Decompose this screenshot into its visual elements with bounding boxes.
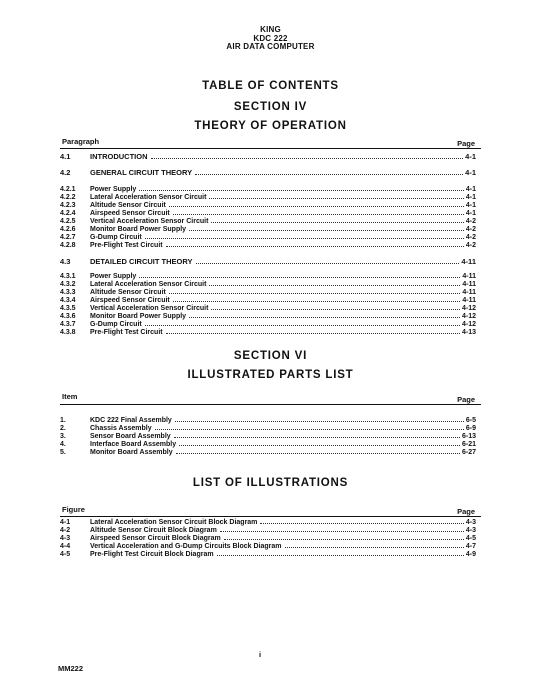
toc-entry[interactable] — [60, 202, 476, 210]
toc-entry[interactable] — [60, 152, 476, 161]
leader-dots — [151, 158, 464, 159]
toc-entry-num: 4.2.8 — [60, 242, 76, 249]
toc-entry[interactable] — [60, 226, 476, 234]
toc-entry-num: 4.1 — [60, 152, 71, 161]
toc-entry-page: 4-1 — [465, 194, 476, 201]
section6-col-page: Page — [457, 395, 475, 404]
leader-dots — [169, 293, 461, 294]
page-number: i — [259, 650, 262, 659]
leader-dots — [189, 317, 460, 318]
toc-entry-page: 4-1 — [465, 152, 476, 161]
leader-dots — [166, 333, 460, 334]
toc-entry-num: 4.2.7 — [60, 234, 76, 241]
toc-entry[interactable] — [60, 281, 476, 289]
toc-entry-text: Vertical Acceleration Sensor Circuit — [90, 305, 209, 312]
illustrations-col-figure: Figure — [62, 505, 85, 514]
toc-entry[interactable] — [60, 168, 476, 177]
leader-dots — [174, 437, 460, 438]
figure-entry-page: 4-3 — [465, 519, 476, 526]
leader-dots — [196, 263, 460, 264]
leader-dots — [285, 547, 464, 548]
section6-title: SECTION VI — [233, 350, 308, 362]
leader-dots — [139, 190, 464, 191]
parts-entry-num: 2. — [60, 425, 66, 432]
header-model: KDC 222 — [253, 33, 288, 43]
toc-entry-num: 4.3.3 — [60, 289, 76, 296]
figure-entry-num: 4-4 — [60, 543, 71, 550]
toc-entry-page: 4-11 — [462, 281, 476, 288]
toc-entry-text: Airspeed Sensor Circuit — [90, 210, 170, 217]
figure-entry-page: 4-3 — [465, 527, 476, 534]
toc-entry[interactable] — [60, 305, 476, 313]
section4-rule — [60, 148, 481, 149]
leader-dots — [195, 174, 463, 175]
section4-subtitle: THEORY OF OPERATION — [194, 120, 347, 132]
leader-dots — [211, 222, 463, 223]
figure-entry-page: 4-5 — [465, 535, 476, 542]
parts-entry-num: 1. — [60, 417, 66, 424]
toc-entry-text: Pre-Flight Test Circuit — [90, 329, 163, 336]
parts-entry-text: Chassis Assembly — [90, 425, 152, 432]
document-header — [0, 26, 541, 52]
figure-entry-num: 4-5 — [60, 551, 71, 558]
toc-entry[interactable] — [60, 210, 476, 218]
leader-dots — [179, 445, 460, 446]
section6-col-item: Item — [62, 392, 78, 401]
toc-entry-text: Lateral Acceleration Sensor Circuit — [90, 281, 207, 288]
section4-title: SECTION IV — [233, 101, 308, 113]
parts-entry-page: 6-5 — [465, 417, 476, 424]
toc-entry-num: 4.3.5 — [60, 305, 76, 312]
toc-entry-page: 4-1 — [465, 168, 476, 177]
parts-entry-text: KDC 222 Final Assembly — [90, 417, 172, 424]
leader-dots — [139, 277, 460, 278]
toc-entry-num: 4.3.1 — [60, 273, 76, 280]
section4-col-paragraph: Paragraph — [62, 137, 100, 146]
toc-entry-page: 4-13 — [461, 329, 476, 336]
parts-entry-page: 6-21 — [461, 441, 476, 448]
leader-dots — [173, 301, 461, 302]
parts-entry-text: Sensor Board Assembly — [90, 433, 171, 440]
figure-entry[interactable] — [60, 543, 476, 551]
toc-entry-text: G-Dump Circuit — [90, 234, 142, 241]
parts-entry-num: 3. — [60, 433, 66, 440]
illustrations-list — [60, 519, 476, 559]
parts-entry[interactable] — [60, 417, 476, 425]
toc-entry-page: 4-12 — [461, 305, 476, 312]
leader-dots — [217, 555, 464, 556]
toc-entry-num: 4.3.8 — [60, 329, 76, 336]
leader-dots — [260, 523, 463, 524]
toc-entry-text: GENERAL CIRCUIT THEORY — [90, 168, 193, 177]
parts-entry-text: Monitor Board Assembly — [90, 449, 173, 456]
section6-subtitle: ILLUSTRATED PARTS LIST — [187, 369, 354, 381]
document-id: MM222 — [58, 664, 84, 673]
toc-entry-text: Pre-Flight Test Circuit — [90, 242, 163, 249]
toc-entry-page: 4-1 — [465, 186, 476, 193]
toc-entry-num: 4.3.4 — [60, 297, 76, 304]
toc-entry-page: 4-2 — [465, 218, 476, 225]
toc-entry-text: Monitor Board Power Supply — [90, 226, 187, 233]
figure-entry[interactable] — [60, 535, 476, 543]
section4-col-page: Page — [457, 139, 475, 148]
illustrations-title: LIST OF ILLUSTRATIONS — [192, 477, 349, 489]
leader-dots — [173, 214, 464, 215]
parts-entry-num: 4. — [60, 441, 66, 448]
toc-entry-page: 4-12 — [461, 313, 476, 320]
toc-entry-page: 4-1 — [465, 210, 476, 217]
parts-entry[interactable] — [60, 441, 476, 449]
toc-entry-num: 4.2.4 — [60, 210, 76, 217]
toc-entry-page: 4-11 — [461, 257, 476, 266]
toc-entry-num: 4.2.6 — [60, 226, 76, 233]
parts-entry-text: Interface Board Assembly — [90, 441, 177, 448]
figure-entry-text: Vertical Acceleration and G-Dump Circuits Block Diagram — [90, 543, 282, 550]
figure-entry-num: 4-2 — [60, 527, 71, 534]
leader-dots — [211, 309, 460, 310]
leader-dots — [189, 230, 464, 231]
figure-entry-text: Airspeed Sensor Circuit Block Diagram — [90, 535, 221, 542]
parts-entry-page: 6-13 — [461, 433, 476, 440]
toc-entry[interactable] — [60, 329, 476, 337]
toc-entry-page: 4-11 — [462, 297, 476, 304]
figure-entry-text: Pre-Flight Test Circuit Block Diagram — [90, 551, 214, 558]
figure-entry[interactable] — [60, 551, 476, 559]
toc-entry[interactable] — [60, 313, 476, 321]
toc-entry-num: 4.3.7 — [60, 321, 76, 328]
toc-entry-page: 4-11 — [462, 273, 476, 280]
leader-dots — [155, 429, 464, 430]
toc-entry-text: G-Dump Circuit — [90, 321, 142, 328]
toc-entry[interactable] — [60, 257, 476, 266]
leader-dots — [220, 531, 464, 532]
toc-entry-num: 4.2.3 — [60, 202, 76, 209]
toc-entry[interactable] — [60, 242, 476, 250]
figure-entry-text: Lateral Acceleration Sensor Circuit Block Diagram — [90, 519, 258, 526]
toc-entry-text: Altitude Sensor Circuit — [90, 289, 166, 296]
toc-entry[interactable] — [60, 218, 476, 226]
toc-entry-num: 4.3.6 — [60, 313, 76, 320]
toc-entry-text: DETAILED CIRCUIT THEORY — [90, 257, 193, 266]
toc-entry-num: 4.2.2 — [60, 194, 76, 201]
figure-entry[interactable] — [60, 519, 476, 527]
toc-entry-page: 4-2 — [465, 234, 476, 241]
toc-entry-text: Power Supply — [90, 186, 137, 193]
parts-entry[interactable] — [60, 449, 476, 457]
toc-entry[interactable] — [60, 186, 476, 194]
leader-dots — [145, 325, 460, 326]
parts-entry[interactable] — [60, 433, 476, 441]
toc-entry[interactable] — [60, 273, 476, 281]
parts-entry-page: 6-9 — [465, 425, 476, 432]
toc-entry-text: Airspeed Sensor Circuit — [90, 297, 170, 304]
toc-entry-page: 4-12 — [461, 321, 476, 328]
figure-entry-page: 4-9 — [465, 551, 476, 558]
toc-entry-num: 4.2 — [60, 168, 71, 177]
toc-entry-text: Monitor Board Power Supply — [90, 313, 187, 320]
toc-entry-page: 4-11 — [462, 289, 476, 296]
toc-entry[interactable] — [60, 289, 476, 297]
parts-entry-page: 6-27 — [461, 449, 476, 456]
toc-entry-text: INTRODUCTION — [90, 152, 148, 161]
toc-title: TABLE OF CONTENTS — [202, 80, 339, 92]
toc-entry-text: Vertical Acceleration Sensor Circuit — [90, 218, 209, 225]
toc-entry-text: Altitude Sensor Circuit — [90, 202, 166, 209]
section4-list — [60, 152, 476, 337]
illustrations-col-page: Page — [457, 507, 475, 516]
toc-entry-page: 4-1 — [465, 202, 476, 209]
toc-entry-text: Power Supply — [90, 273, 137, 280]
leader-dots — [166, 246, 464, 247]
figure-entry[interactable] — [60, 527, 476, 535]
parts-entry[interactable] — [60, 425, 476, 433]
leader-dots — [224, 539, 464, 540]
figure-entry-num: 4-1 — [60, 519, 71, 526]
figure-entry-text: Altitude Sensor Circuit Block Diagram — [90, 527, 217, 534]
toc-entry-num: 4.2.1 — [60, 186, 76, 193]
toc-entry[interactable] — [60, 321, 476, 329]
toc-entry-num: 4.2.5 — [60, 218, 76, 225]
toc-entry-num: 4.3.2 — [60, 281, 76, 288]
leader-dots — [176, 453, 460, 454]
header-product: AIR DATA COMPUTER — [226, 42, 315, 51]
toc-entry-page: 4-2 — [465, 226, 476, 233]
toc-entry[interactable] — [60, 234, 476, 242]
toc-entry-num: 4.3 — [60, 257, 71, 266]
section6-rule — [60, 404, 481, 405]
parts-entry-num: 5. — [60, 449, 66, 456]
header-brand: KING — [260, 25, 281, 34]
figure-entry-page: 4-7 — [465, 543, 476, 550]
leader-dots — [169, 206, 464, 207]
toc-entry[interactable] — [60, 297, 476, 305]
illustrations-rule — [60, 516, 481, 517]
leader-dots — [209, 198, 463, 199]
toc-entry-page: 4-2 — [465, 242, 476, 249]
toc-entry-text: Lateral Acceleration Sensor Circuit — [90, 194, 207, 201]
figure-entry-num: 4-3 — [60, 535, 71, 542]
leader-dots — [209, 285, 460, 286]
section6-list — [60, 417, 476, 457]
toc-entry[interactable] — [60, 194, 476, 202]
leader-dots — [145, 238, 464, 239]
leader-dots — [175, 421, 464, 422]
